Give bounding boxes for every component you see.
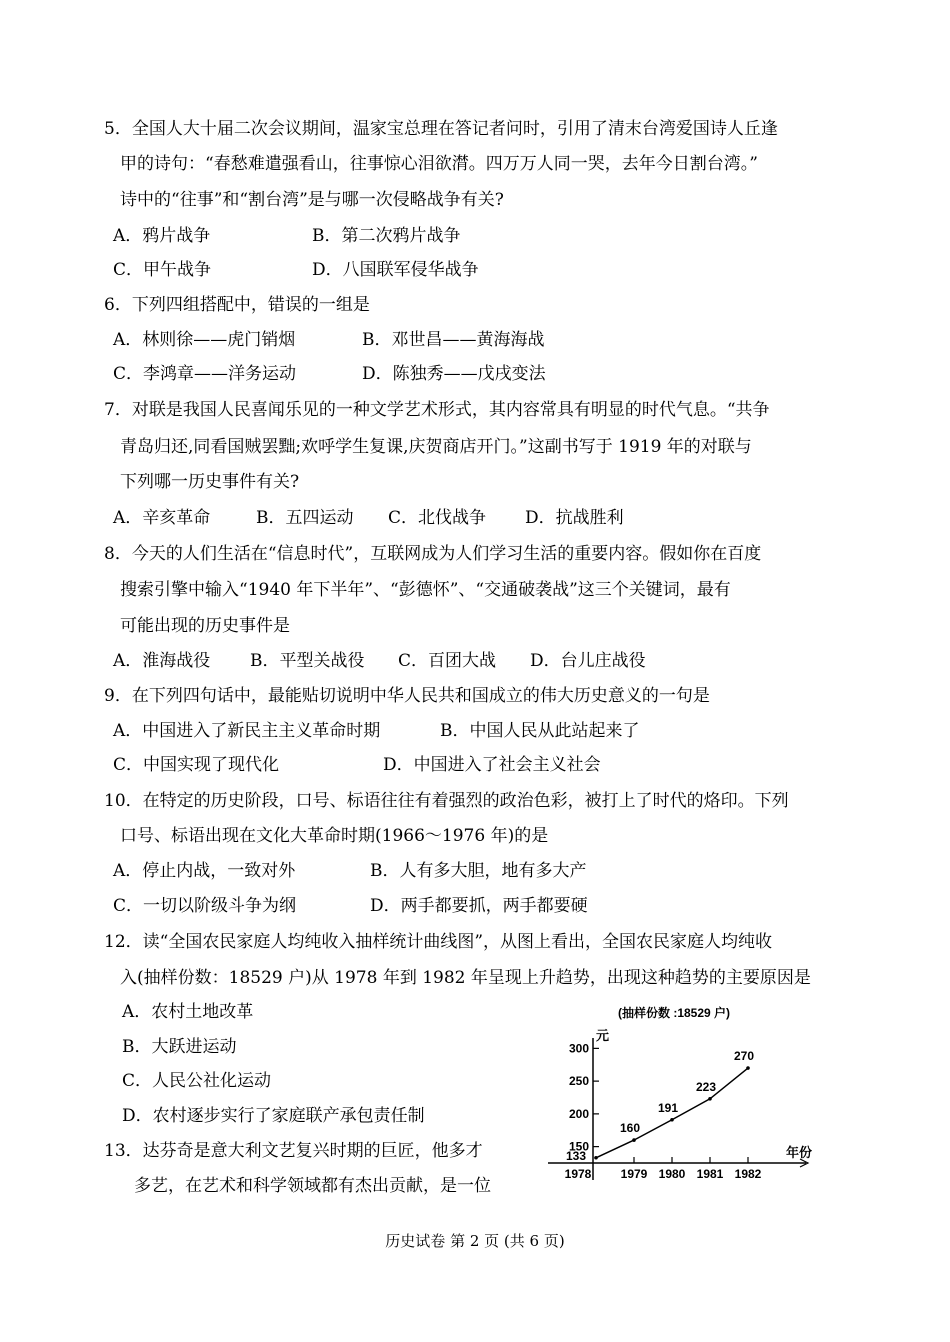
q9-option-a: A．中国进入了新民主主义革命时期 [113, 721, 381, 741]
q9-option-d: D．中国进入了社会主义社会 [383, 755, 601, 775]
chart-xlabel: 年份 [786, 1145, 813, 1160]
q6-option-b: B．邓世昌——黄海海战 [362, 330, 545, 350]
q5-option-c: C．甲午战争 [113, 260, 212, 280]
q7-line-2: 青岛归还,同看国贼罢黜;欢呼学生复课,庆贺商店开门。”这副书写于 1919 年的对联与 [120, 437, 752, 457]
y-tick-label: 200 [568, 1106, 589, 1121]
y-tick-label: 150 [568, 1139, 589, 1154]
x-tick-label: 1978 [564, 1167, 592, 1181]
y-tick-label: 300 [568, 1041, 589, 1056]
q7-line-3: 下列哪一历史事件有关? [120, 472, 300, 492]
q9-option-b: B．中国人民从此站起来了 [440, 721, 640, 741]
page-footer: 历史试卷 第 2 页 (共 6 页) [385, 1232, 565, 1250]
q5-option-d: D．八国联军侵华战争 [312, 260, 479, 280]
q6-option-a: A．林则徐——虎门销烟 [113, 330, 296, 350]
chart-title: (抽样份数 :18529 户) [618, 1006, 731, 1020]
q6-option-d: D．陈独秀——戊戌变法 [362, 364, 546, 384]
q5-option-a: A．鸦片战争 [113, 226, 211, 246]
q10-option-d: D．两手都要抓，两手都要硬 [370, 896, 588, 916]
q7-option-a: A．辛亥革命 [113, 508, 211, 528]
q7-line-1: 7．对联是我国人民喜闻乐见的一种文学艺术形式，其内容常具有明显的时代气息。“共争 [104, 400, 770, 420]
q10-option-b: B．人有多大胆，地有多大产 [370, 861, 587, 881]
q5-option-b: B．第二次鸦片战争 [312, 226, 461, 246]
data-point [670, 1118, 674, 1122]
chart-y-ticks [569, 1041, 599, 1153]
q6-option-c: C．李鸿章——洋务运动 [113, 364, 297, 384]
q8-option-c: C．百团大战 [398, 651, 497, 671]
q12-option-c: C．人民公社化运动 [122, 1071, 272, 1091]
data-label: 223 [695, 1079, 717, 1094]
q12-option-d: D．农村逐步实行了家庭联产承包责任制 [122, 1106, 425, 1126]
q5-line-2: 甲的诗句：“春愁难遣强看山，往事惊心泪欲潸。四万万人同一哭，去年今日割台湾。” [120, 154, 758, 174]
q12-line-1: 12．读“全国农民家庭人均纯收入抽样统计曲线图”，从图上看出，全国农民家庭人均纯收 [104, 932, 773, 952]
q8-line-1: 8．今天的人们生活在“信息时代”，互联网成为人们学习生活的重要内容。假如你在百度 [104, 544, 762, 564]
q8-option-a: A．淮海战役 [113, 651, 211, 671]
q5-line-1: 5．全国人大十届二次会议期间，温家宝总理在答记者问时，引用了清末台湾爱国诗人丘逢 [104, 119, 778, 139]
q8-line-3: 可能出现的历史事件是 [120, 616, 290, 636]
q7-option-b: B．五四运动 [256, 508, 354, 528]
q10-option-a: A．停止内战，一致对外 [113, 861, 296, 881]
data-label: 133 [565, 1148, 587, 1163]
q8-option-d: D．台儿庄战役 [530, 651, 646, 671]
q9-option-c: C．中国实现了现代化 [113, 755, 280, 775]
x-tick-label: 1980 [658, 1167, 686, 1181]
q10-line-2: 口号、标语出现在文化大革命时期(1966～1976 年)的是 [120, 826, 549, 846]
q5-line-3: 诗中的“往事”和“割台湾”是与哪一次侵略战争有关? [120, 190, 504, 210]
data-label: 160 [619, 1121, 641, 1136]
data-point [594, 1156, 598, 1160]
q10-option-c: C．一切以阶级斗争为纲 [113, 896, 297, 916]
q8-line-2: 搜索引擎中输入“1940 年下半年”、“彭德怀”、“交通破袭战”这三个关键词，最有 [120, 580, 731, 600]
data-point [746, 1066, 750, 1070]
q10-line-1: 10．在特定的历史阶段，口号、标语往往有着强烈的政治色彩，被打上了时代的烙印。下列 [104, 791, 789, 811]
x-tick-label: 1982 [734, 1167, 762, 1181]
x-tick-label: 1979 [620, 1167, 648, 1181]
q12-line-2: 入(抽样份数：18529 户)从 1978 年到 1982 年呈现上升趋势，出现这种趋势的主要原因是 [120, 968, 811, 988]
q9-line-1: 9．在下列四句话中，最能贴切说明中华人民共和国成立的伟大历史意义的一句是 [104, 686, 710, 706]
q7-option-d: D．抗战胜利 [525, 508, 624, 528]
q13-line-2: 多艺，在艺术和科学领域都有杰出贡献，是一位 [134, 1176, 491, 1196]
y-tick-label: 250 [568, 1074, 589, 1089]
income-line-chart [548, 1000, 828, 1190]
x-tick-label: 1981 [696, 1167, 724, 1181]
data-label: 270 [733, 1049, 755, 1064]
q12-option-b: B．大跃进运动 [122, 1037, 237, 1057]
chart-points [566, 1049, 754, 1163]
chart-x-ticks [565, 1157, 762, 1181]
data-point [708, 1097, 712, 1101]
data-point [632, 1138, 636, 1142]
q7-option-c: C．北伐战争 [388, 508, 487, 528]
q12-option-a: A．农村土地改革 [122, 1002, 254, 1022]
q6-line-1: 6．下列四组搭配中，错误的一组是 [104, 295, 370, 315]
q8-option-b: B．平型关战役 [250, 651, 365, 671]
q13-line-1: 13．达芬奇是意大利文艺复兴时期的巨匠，他多才 [104, 1141, 483, 1161]
chart-ylabel: 元 [596, 1028, 610, 1043]
data-label: 191 [657, 1100, 679, 1115]
